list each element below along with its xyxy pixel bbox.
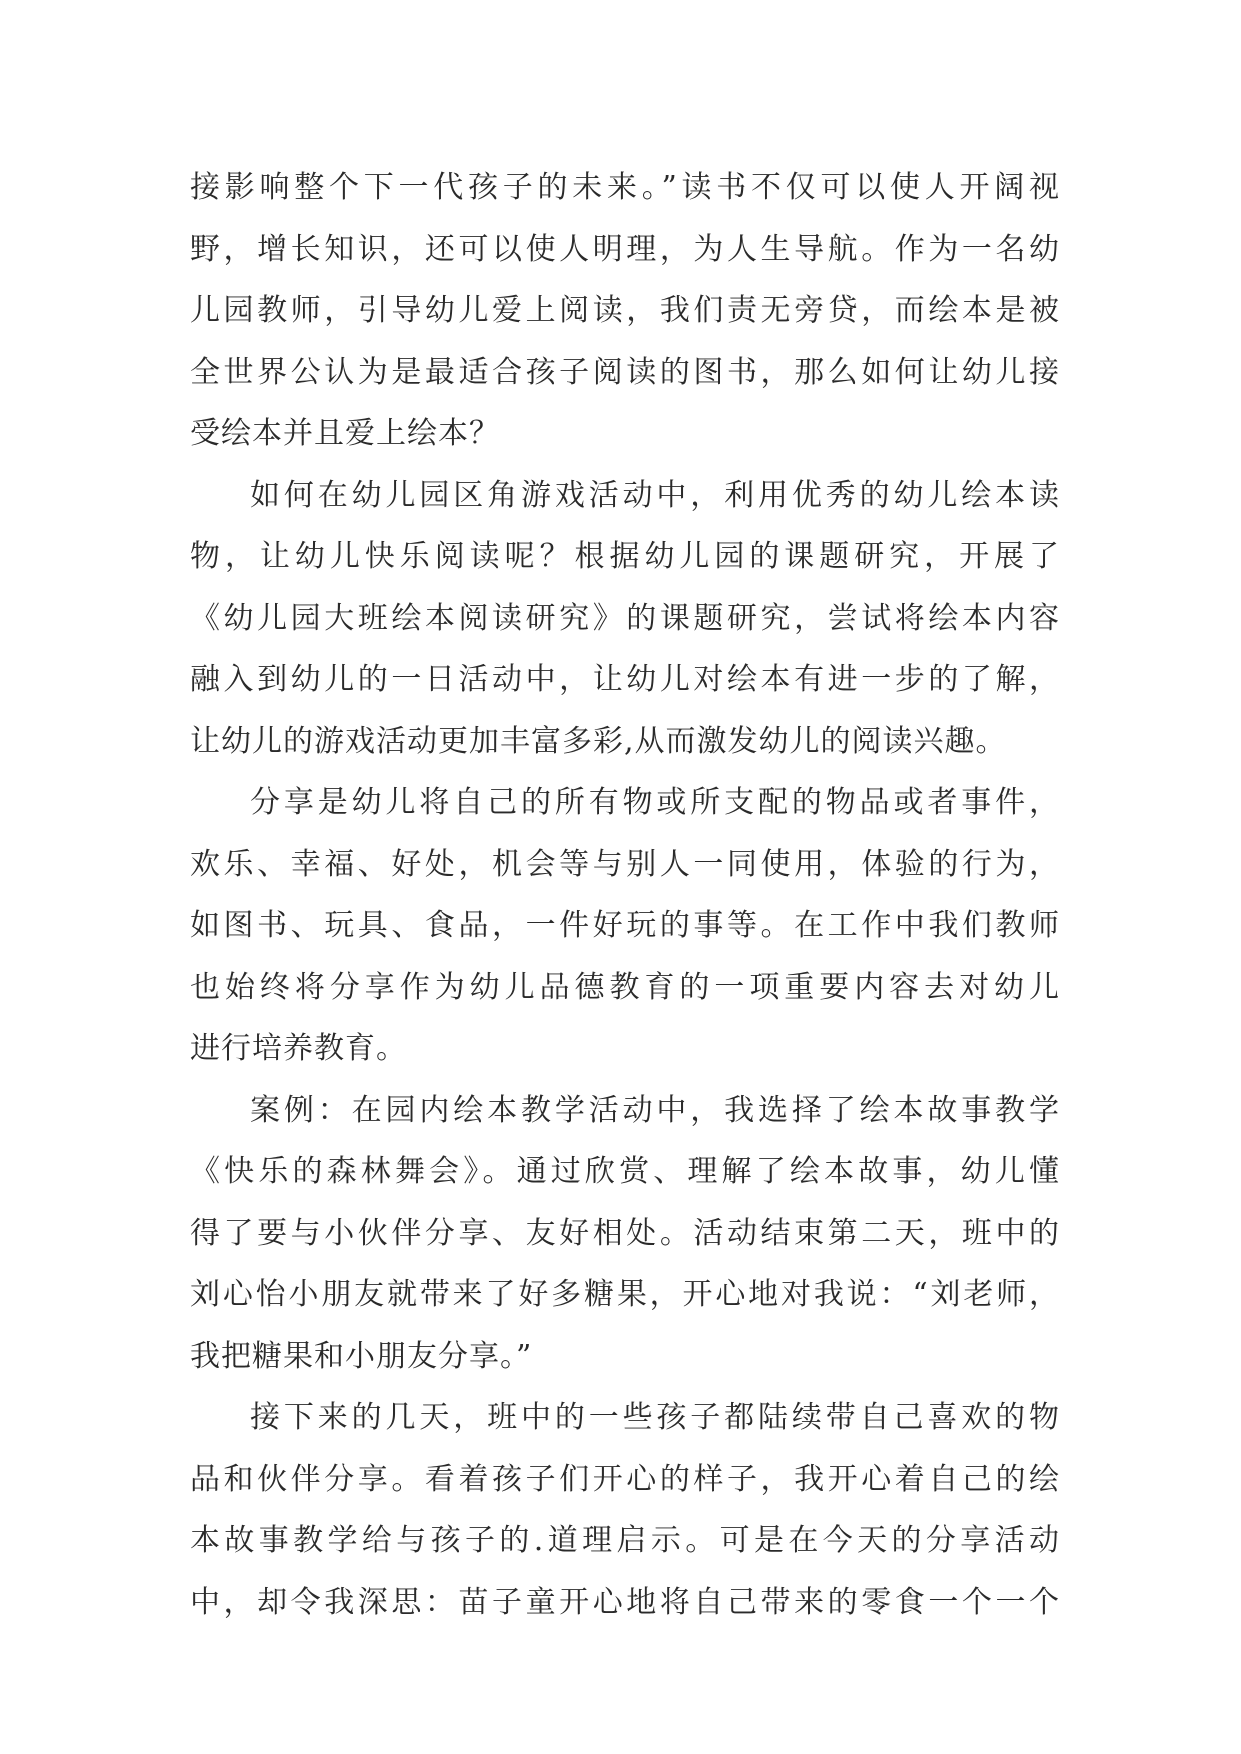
text-line: 受绘本并且爱上绘本？ bbox=[190, 416, 500, 451]
text-line: 品和伙伴分享。看着孩子们开心的样子，我开心着自己的绘 bbox=[190, 1461, 1060, 1497]
text-line: 欢乐、幸福、好处，机会等与别人一同使用，体验的行为， bbox=[190, 846, 1060, 882]
text-line: 中，却令我深思：苗子童开心地将自己带来的零食一个一个 bbox=[190, 1584, 1060, 1620]
text-line: 融入到幼儿的一日活动中，让幼儿对绘本有进一步的了解， bbox=[190, 662, 1060, 697]
text-line: 物，让幼儿快乐阅读呢？根据幼儿园的课题研究，开展了 bbox=[190, 539, 1060, 574]
text-line: 我把糖果和小朋友分享。” bbox=[190, 1338, 533, 1374]
text-line: 如图书、玩具、食品，一件好玩的事等。在工作中我们教师 bbox=[190, 908, 1060, 943]
text-line: 如何在幼儿园区角游戏活动中，利用优秀的幼儿绘本读 bbox=[250, 477, 1060, 513]
body-text bbox=[190, 157, 1060, 1633]
text-line: 进行培养教育。 bbox=[190, 1031, 407, 1066]
text-line: 本故事教学给与孩子的.道理启示。可是在今天的分享活动 bbox=[190, 1523, 1060, 1558]
text-line: 接下来的几天，班中的一些孩子都陆续带自己喜欢的物 bbox=[250, 1400, 1060, 1435]
text-line: 分享是幼儿将自己的所有物或所支配的物品或者事件， bbox=[250, 785, 1060, 820]
text-line: 得了要与小伙伴分享、友好相处。活动结束第二天，班中的 bbox=[190, 1215, 1060, 1251]
text-line: 也始终将分享作为幼儿品德教育的一项重要内容去对幼儿 bbox=[190, 969, 1060, 1005]
text-line: 刘心怡小朋友就带来了好多糖果，开心地对我说：“刘老师， bbox=[190, 1277, 1060, 1312]
text-line: 《快乐的森林舞会》。通过欣赏、理解了绘本故事，幼儿懂 bbox=[190, 1154, 1060, 1189]
text-line: 让幼儿的游戏活动更加丰富多彩,从而激发幼儿的阅读兴趣。 bbox=[190, 723, 1007, 759]
text-line: 儿园教师，引导幼儿爱上阅读，我们责无旁贷，而绘本是被 bbox=[190, 293, 1060, 328]
text-line: 全世界公认为是最适合孩子阅读的图书，那么如何让幼儿接 bbox=[190, 354, 1060, 390]
text-line: 野，增长知识，还可以使人明理，为人生导航。作为一名幼 bbox=[190, 231, 1060, 267]
text-line: 《幼儿园大班绘本阅读研究》的课题研究，尝试将绘本内容 bbox=[190, 600, 1060, 636]
text-line: 接影响整个下一代孩子的未来。”读书不仅可以使人开阔视 bbox=[190, 170, 1060, 205]
text-line: 案例：在园内绘本教学活动中，我选择了绘本故事教学 bbox=[250, 1092, 1060, 1128]
